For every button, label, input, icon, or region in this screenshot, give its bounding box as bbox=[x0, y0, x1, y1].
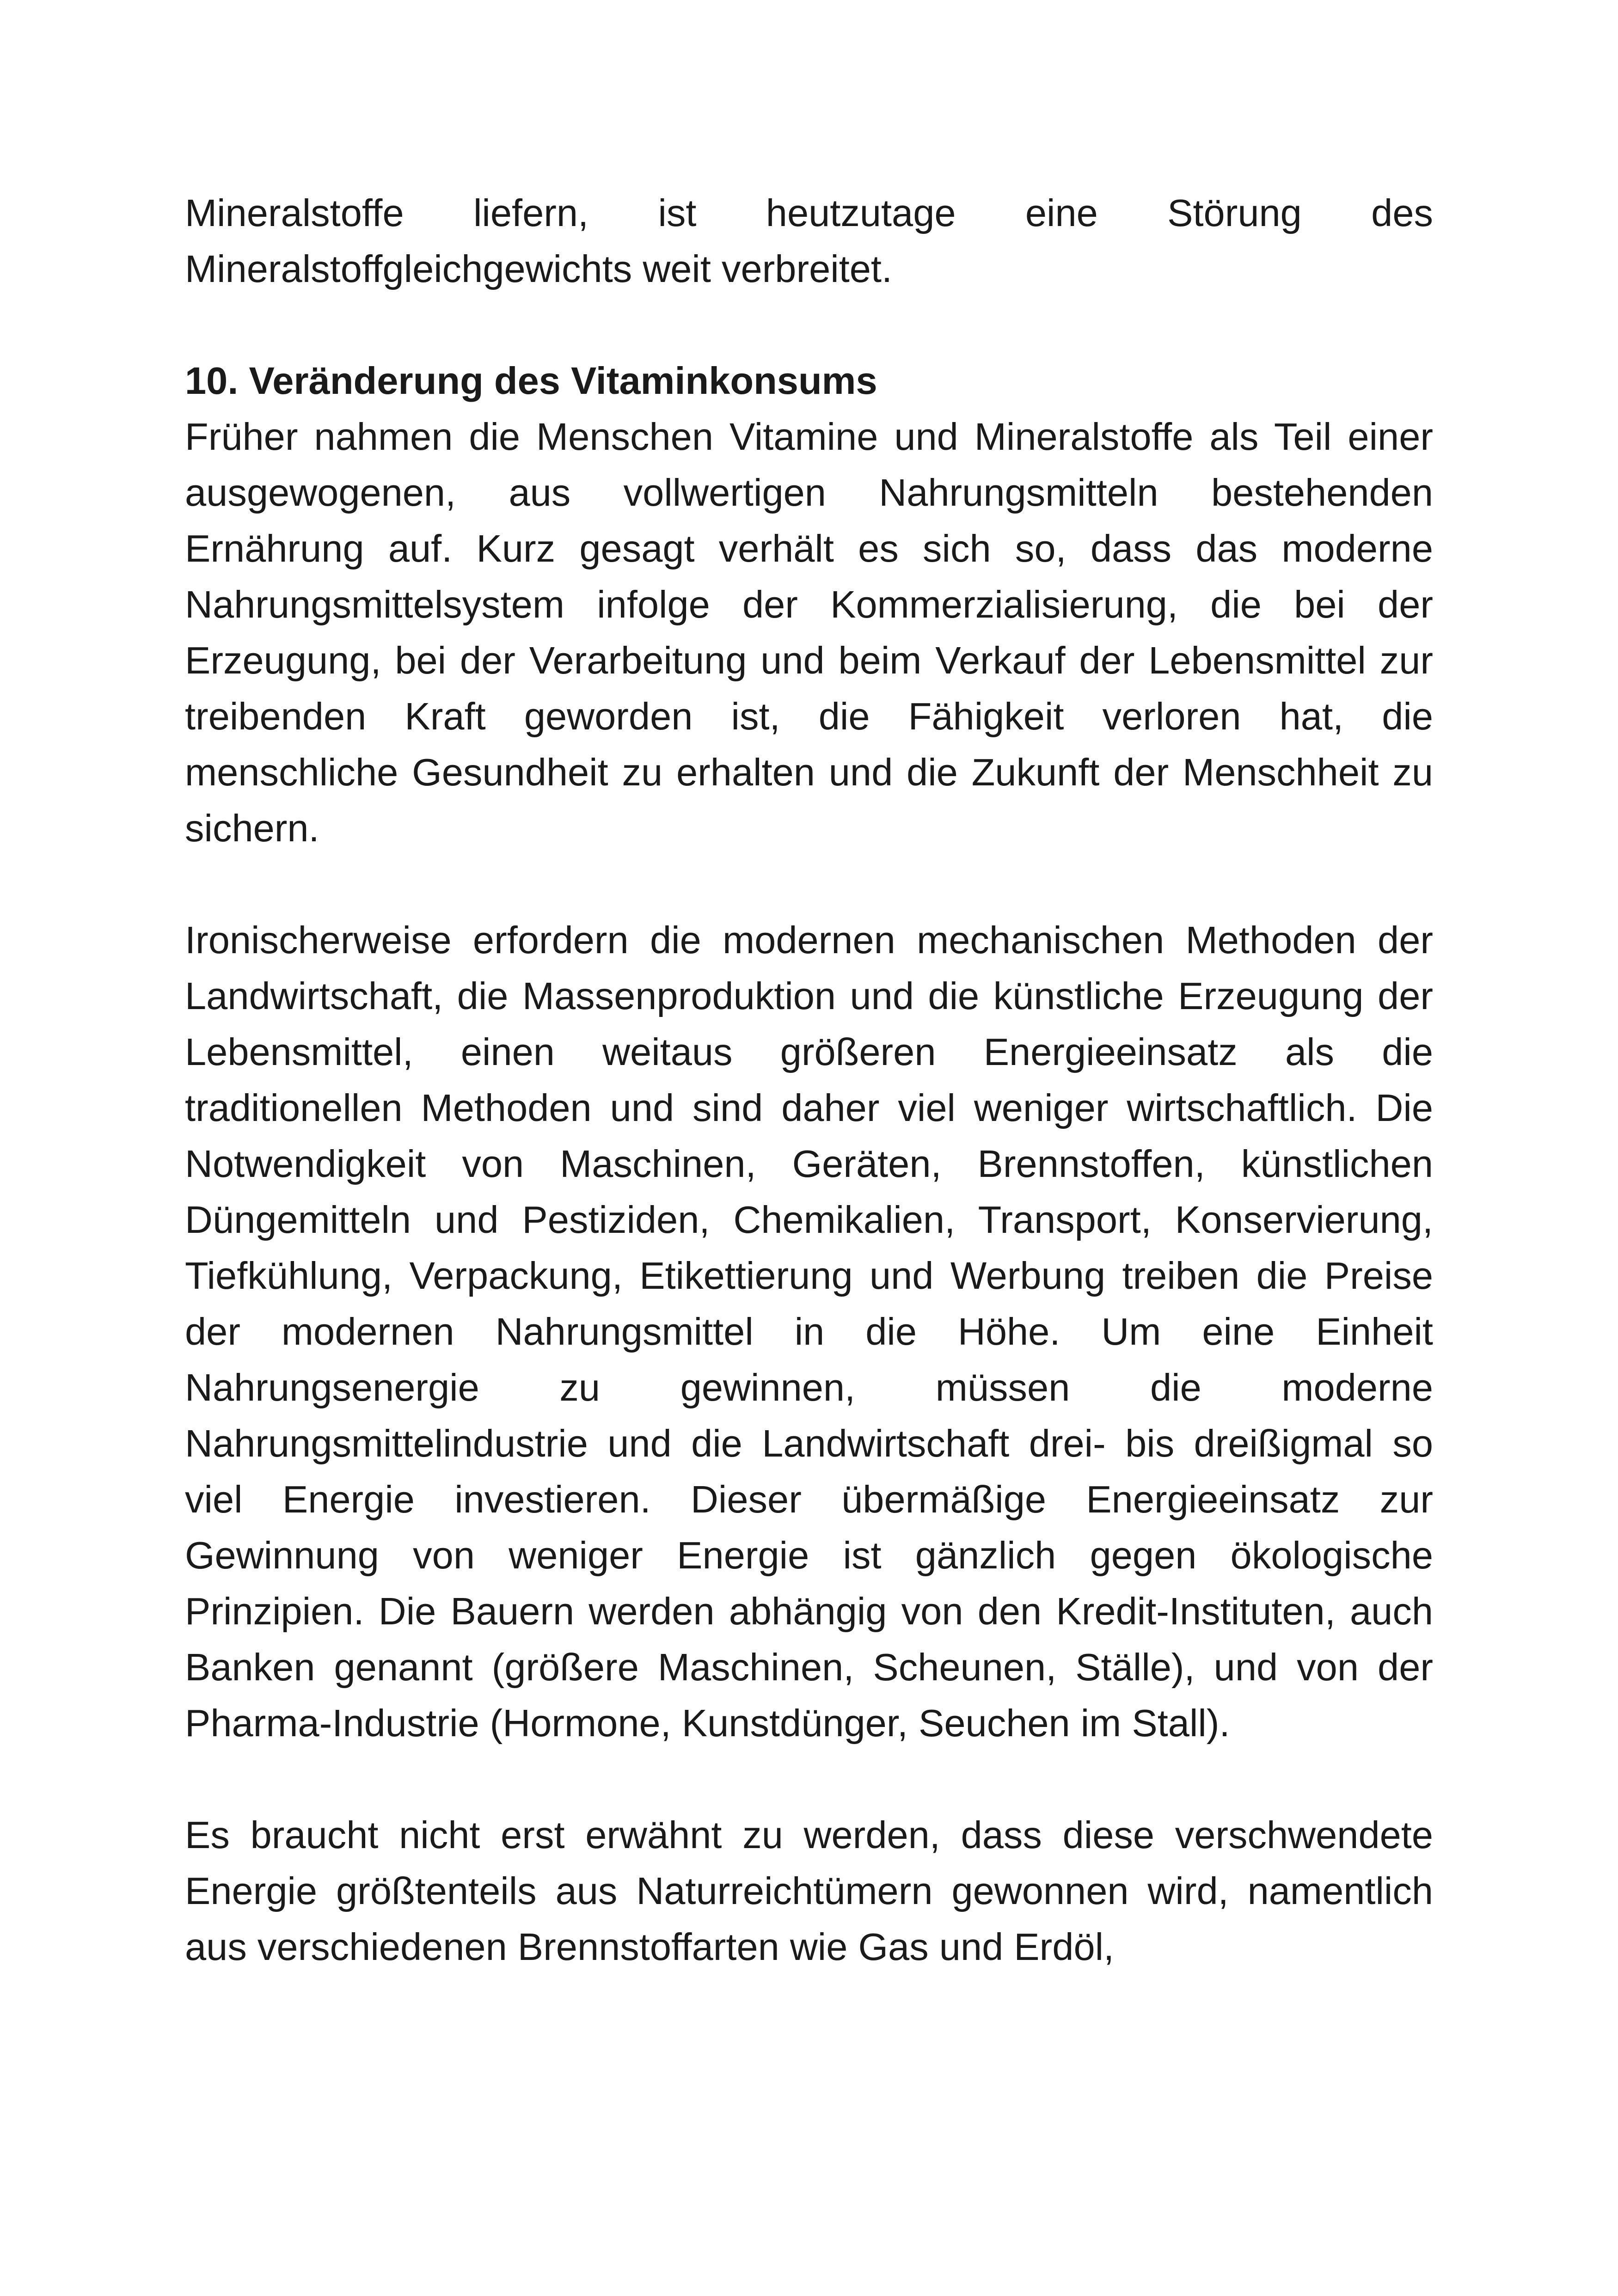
continuation-paragraph: Mineralstoffe liefern, ist heutzutage eine Störung des Mineralstoffgleichgewichts weit verbreitet. bbox=[185, 191, 1433, 290]
section-heading: 10. Veränderung des Vitaminkonsums bbox=[185, 359, 877, 402]
paragraph-spacer bbox=[185, 856, 1433, 912]
body-paragraph-1: Früher nahmen die Menschen Vitamine und Mineralstoffe als Teil einer ausgewogenen, aus vollwertigen Nahrungsmitteln bestehenden Ernährung auf. Kurz gesagt verhält es sich so, dass das moderne Nahrungsmittelsystem infolge der Kommerzialisierung, die bei der Erzeugung, bei der Verarbeitung und beim Verkauf der Lebensmittel zur treibenden Kraft geworden ist, die Fähigkeit verloren hat, die menschliche Gesundheit zu erhalten und die Zukunft der Menschheit zu sichern. bbox=[185, 415, 1433, 850]
document-page bbox=[185, 185, 1433, 1975]
body-paragraph-2: Ironischerweise erfordern die modernen mechanischen Methoden der Landwirtschaft, die Massenproduktion und die künstliche Erzeugung der Lebensmittel, einen weitaus größeren Energieeinsatz als die traditionellen Methoden und sind daher viel weniger wirtschaftlich. Die Notwendigkeit von Maschinen, Geräten, Brennstoffen, künstlichen Düngemitteln und Pestiziden, Chemikalien, Transport, Konservierung, Tiefkühlung, Verpackung, Etikettierung und Werbung treiben die Preise der modernen Nahrungsmittel in die Höhe. Um eine Einheit Nahrungsenergie zu gewinnen, müssen die moderne Nahrungsmittelindustrie und die Landwirtschaft drei- bis dreißigmal so viel Energie investieren. Dieser übermäßige Energieeinsatz zur Gewinnung von weniger Energie ist gänzlich gegen ökologische Prinzipien. Die Bauern werden abhängig von den Kredit-Instituten, auch Banken genannt (größere Maschinen, Scheunen, Ställe), und von der Pharma-Industrie (Hormone, Kunstdünger, Seuchen im Stall). bbox=[185, 918, 1433, 1745]
body-paragraph-3: Es braucht nicht erst erwähnt zu werden, dass diese verschwendete Energie größtenteils aus Naturreichtümern gewonnen wird, namentlich aus verschiedenen Brennstoffarten wie Gas und Erdöl, bbox=[185, 1813, 1433, 1968]
paragraph-spacer bbox=[185, 1751, 1433, 1807]
paragraph-spacer bbox=[185, 297, 1433, 353]
